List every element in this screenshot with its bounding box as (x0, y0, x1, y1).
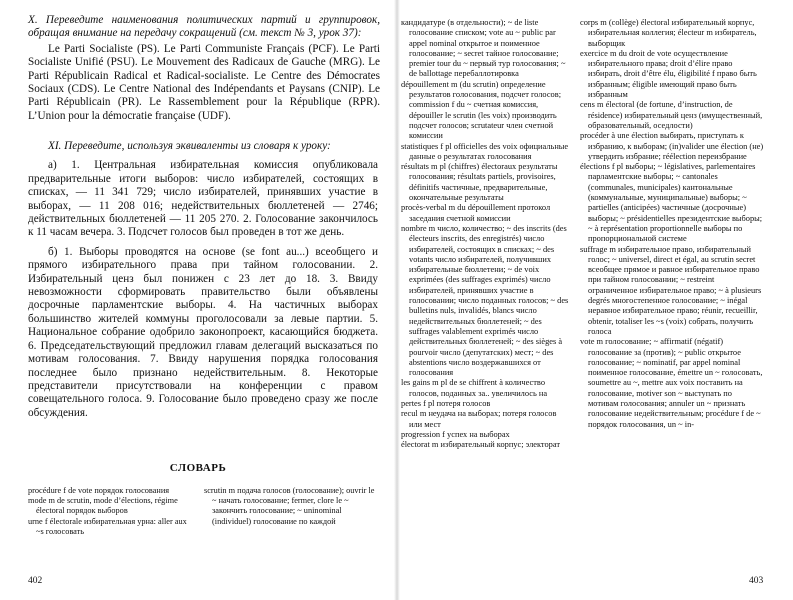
exercise-11-header: XI. Переведите, используя эквиваленты из словаря к уроку: (48, 140, 331, 152)
exercise-10-body: Le Parti Socialiste (PS). Le Parti Communiste Français (PCF). Le Parti Socialiste Unifié (PSU). Le Mouvement des Radicaux de Gauche (MRG). Le Parti Républicain Radical et Radical-socialiste. Le Centre des Démocrates Sociaux (CDS). Le Centre National des Indépendants et Paysans (CNIP). Le Parti Républicain (PR). Le Rassemblement pour la République (RPR). L’Union pour la démocratie française (UDF). (28, 42, 380, 122)
exercise-11-part-b: б) 1. Выборы проводятся на основе (se font au...) всеобщего и прямого избирательного права при тайном голосовании. 2. Избирательный ценз был понижен с 23 лет до 18. 3. Ввиду невозможности сформировать правительство были объявлены досрочные парламентские выборы. 4. На частичных выборах большинство жителей коммуны проголосовали за левые партии. 5. Национальное собрание одобрило законопроект, касающийся бюджета. 6. Председательствующий предложил главам делегаций высказаться по мотивам голосования. 7. Ввиду нарушения порядка голосования последнее было признано недействительным. 8. Некоторые представители присутствовали на конференции с правом совещательного голоса. 9. Голосование было проведено сразу же после обсуждения. (28, 245, 378, 419)
dictionary-column-1 (401, 18, 569, 450)
dict-entry: vote m голосование; ~ affirmatif (négatif) голосование за (против); ~ public открытое голосование; ~ nominatif, par appel nominal поименное голосование, émettre un ~ голосовать, soumettre au ~, mettre aux voix поставить на голосование, motiver son ~ выступать по мотивам голосования; annuler un ~ признать голосование недействительным; procédure f de ~ порядок голосования, un ~ in- (580, 337, 763, 429)
dict-entry: les gains m pl de se chiffrent à количество голосов, поданных за.. увеличилось на (401, 378, 548, 398)
right-page (397, 0, 793, 600)
dict-entry: suffrage m избирательное право, избирательный голос; ~ universel, direct et égal, au scrutin secret всеобщее прямое и равное избирательное право при тайном голосовании; ~ restreint ограниченное избирательное право; ~ à plusieurs degrés многостепенное голосование; ~ inégal неравное избирательное право; réunir, recueillir, obtenir, totaliser les ~s (voix) собрать, получить голоса (580, 244, 762, 336)
left-page (0, 0, 396, 600)
dict-entry: nombre m число, количество; ~ des inscrits (des électeurs inscrits, des enregistrés) число избирателей, состоящих в списках; ~ des votants число избирателей, получивших избирательные бюллетени; ~ de voix exprimées (des suffrages exprimés) число избирателей, принявших участие в голосовании; число поданных голосов; ~ des bulletins nuls, invalidés, blancs число недействительных бюллетеней; ~ des suffrages valablement exprimés число действительных бюллетеней; ~ des sièges à pourvoir число (депутатских) мест; ~ des abstentions число воздержавшихся от голосования (401, 223, 569, 378)
dict-entry: pertes f pl потеря голосов (401, 398, 491, 408)
dict-entry: résultats m pl (chiffres) électoraux результаты голосования; résultats partiels, provisoires, définitifs частичные, предварительные, окончательные результаты (401, 162, 558, 203)
dict-entry: exercice m du droit de vote осуществление избирательного права; droit d’élire право избирать, droit d’être élu, éligibilité f право быть избранным; éligible имеющий право быть избранным (580, 48, 757, 100)
vocabulary-column-1 (28, 486, 194, 537)
page-number-left: 402 (28, 576, 43, 586)
dict-entry: кандидатуре (в отдельности); ~ de liste голосование списком; vote au ~ public par appel nominal открытое и поименное голосование; ~ secret тайное голосование; premier tour du ~ первый тур голосования; ~ de ballottage перебаллотировка (401, 18, 566, 79)
page-number-right: 403 (749, 576, 764, 586)
dict-entry: recul m неудача на выборах; потеря голосов или мест (401, 409, 557, 429)
dict-entry: électorat m избирательный корпус; электорат (401, 440, 561, 450)
vocabulary-title: СЛОВАРЬ (169, 462, 227, 474)
gloss-entry: mode m de scrutin, mode d’élections, régime électoral порядок выборов (28, 496, 178, 516)
exercise-10 (28, 14, 380, 123)
dict-entry: progression f успех на выборах (401, 429, 510, 439)
vocabulary-column-2 (204, 486, 376, 527)
dict-entry: procéder à une élection выбирать, приступать к избранию, к выборам; (in)valider une élection (не) утвердить избрание; réélection переизбрание (580, 131, 764, 161)
dict-entry: corps m (collège) électoral избирательный корпус, избирательная коллегия; électeur m избиратель, выборщик (580, 18, 757, 48)
gloss-entry: scrutin m подача голосов (голосование); ouvrir le ~ начать голосование; fermer, clore le ~ закончить голосование; ~ uninominal (individuel) голосование по каждой (204, 486, 375, 526)
dict-entry: statistiques f pl officielles des voix официальные данные о результатах голосования (401, 141, 569, 161)
dict-entry: cens m électoral (de fortune, d’instruction, de résidence) избирательный ценз (имущественный, образовательный, оседлости) (580, 100, 763, 130)
gloss-entry: procédure f de vote порядок голосования (28, 486, 170, 495)
exercise-11 (28, 140, 378, 420)
dict-entry: élections f pl выборы; ~ législatives, parlementaires парламентские выборы; ~ cantonales (communales, municipales) кантональные (коммунальные, муниципальные) выборы; ~ partielles (anticipées) частичные (досрочные) выборы; ~ présidentielles президентские выборы; ~ à représentation proportionnelle выборы по пропорциональной системе (580, 162, 763, 244)
exercise-11-part-a: а) 1. Центральная избирательная комиссия опубликовала предварительные итоги выборов: число избирателей, состоящих в списках, — 11 341 729; число избирателей, принявших участие в выборах, — 11 208 016; недействительных бюллетеней — 2746; действительных бюллетеней — 11 205 270. 2. Голосование закончилось к 11 часам вечера. 3. Подсчет голосов был проведен в тот же день. (28, 159, 378, 239)
exercise-10-header: X. Переведите наименования политических партий и группировок, обращая внимание на передачу сокращений (см. текст № 3, урок 37): (28, 14, 380, 40)
dict-entry: procès-verbal m du dépouillement протокол заседания счетной комиссии (401, 203, 551, 223)
dict-entry: dépouillement m (du scrutin) определение результатов голосования, подсчет голосов; commission f du ~ счетная комиссия, dépouiller le scrutin (les voix) производить подсчет голосов; scrutateur член счетной комиссии (401, 79, 562, 141)
dictionary-column-2 (580, 18, 764, 430)
gloss-entry: urne f électorale избирательная урна: aller aux ~s голосовать (28, 516, 187, 536)
